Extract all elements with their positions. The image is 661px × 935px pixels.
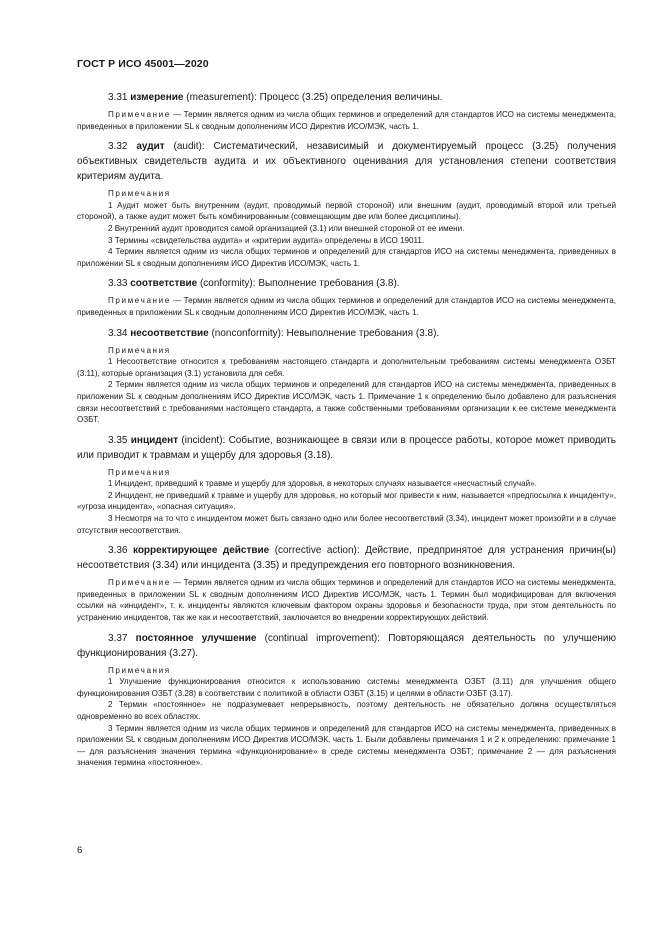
note-3-33 xyxy=(77,295,616,318)
term-3-32 xyxy=(77,139,616,184)
term-3-37 xyxy=(77,631,616,661)
note-label: Примечание xyxy=(108,296,171,306)
note-item: 2 Термин «постоянное» не подразумевает непрерывность, поэтому деятельность не обязательно должна осуществляться одновременно во всех областях. xyxy=(77,700,616,721)
document-header: ГОСТ Р ИСО 45001—2020 xyxy=(77,58,209,70)
term-name: инцидент xyxy=(130,434,179,446)
term-definition: (audit): Систематический, независимый и документируемый процесс (3.25) получения объективных свидетельств аудита и их объективного оценивания для установления степени соответствия критериям аудита. xyxy=(77,141,616,183)
note-item: 2 Внутренний аудит проводится самой организацией (3.1) или внешней стороной от ее имени. xyxy=(108,223,465,233)
term-definition: (conformity): Выполнение требования (3.8). xyxy=(197,278,400,290)
term-number: 3.33 xyxy=(108,278,128,290)
note-item: 2 Термин является одним из числа общих терминов и определений для стандартов ИСО на системы менеджмента, приведенных в приложении SL к сводным дополнениям ИСО Директив ИСО/МЭК, часть 1. Примечание 1 к определению было добавлено для разъяснения связи несоответствий с требованиями настоящего стандарта, а также собственными требованиями организации к ее системе менеджмента ОЗБТ. xyxy=(77,380,616,425)
note-label: Примечание xyxy=(108,578,171,588)
note-text: — Термин является одним из числа общих терминов и определений для стандартов ИСО на системы менеджмента, приведенных в приложении SL к сводным дополнениям ИСО Директив ИСО/МЭК, часть 1. xyxy=(77,110,616,131)
note-item: 1 Несоответствие относится к требованиям настоящего стандарта и дополнительным требованиям системы менеджмента ОЗБТ (3.11), которые организация (3.1) установила для себя. xyxy=(77,357,616,378)
page-number: 6 xyxy=(77,845,83,856)
term-definition: (nonconformity): Невыполнение требования (3.8). xyxy=(208,327,440,339)
note-text: — Термин является одним из числа общих терминов и определений для стандартов ИСО на системы менеджмента, приведенных в приложении SL к сводным дополнениям ИСО Директив ИСО/МЭК, часть 1. xyxy=(77,296,616,317)
notes-heading: Примечания xyxy=(108,345,171,355)
term-definition: (continual improvement): Повторяющаяся деятельность по улучшению функционирования (3.27). xyxy=(77,632,616,659)
term-number: 3.37 xyxy=(108,632,128,644)
term-name: постоянное улучшение xyxy=(135,632,257,644)
note-item: 1 Улучшение функционирования относится к использованию системы менеджмента ОЗБТ (3.11) для улучшения общего функционирования ОЗБТ (3.28) в соответствии с политикой в области ОЗБТ (3.15) и целями в области ОЗБТ (3.17). xyxy=(77,677,616,698)
note-text: — Термин является одним из числа общих терминов и определений для стандартов ИСО на системы менеджмента, приведенных в приложении SL к сводным дополнениям ИСО Директив ИСО/МЭК, часть 1. Термин был модифицирован для включения ссылки на «инцидент», т. к. инциденты являются ключевым фактором охраны здоровья и безопасности труда, при этом деятельность по устранению инцидентов, так же как и несоответствий, заключается во внедрении корректирующих действий. xyxy=(77,578,616,623)
term-3-33 xyxy=(77,276,616,291)
term-number: 3.35 xyxy=(108,434,128,446)
term-3-31 xyxy=(77,90,616,105)
note-item: 1 Аудит может быть внутренним (аудит, проводимый первой стороной) или внешним (аудит, проводимый второй или третьей стороной), а также аудит может быть комбинированным (совмещающим две или более дисциплины). xyxy=(77,200,616,222)
term-name: аудит xyxy=(136,141,165,153)
term-definition: (incident): Событие, возникающее в связи или в процессе работы, которое может приводить или приводит к травмам и ущербу для здоровья (3.18). xyxy=(77,434,616,461)
document-content xyxy=(77,90,616,769)
note-item: 4 Термин является одним из числа общих терминов и определений для стандартов ИСО на системы менеджмента, приведенных в приложении SL к сводным дополнениям ИСО Директив ИСО/МЭК, часть 1. xyxy=(77,247,616,268)
notes-heading: Примечания xyxy=(108,189,171,199)
term-name: корректирующее действие xyxy=(132,545,270,557)
note-item: 3 Термин является одним из числа общих терминов и определений для стандартов ИСО на системы менеджмента, приведенных в приложении SL к сводным дополнениям ИСО Директив ИСО/МЭК, часть 1. Были добавлены примечания 1 и 2 к определению: примечание 1 — для разъяснения значения термина «функционирование» в среде системы менеджмента ОЗБТ; примечание 2 — для разъяснения значения термина «постоянное». xyxy=(77,723,616,768)
term-name: соответствие xyxy=(130,278,198,290)
note-3-31 xyxy=(77,109,616,132)
notes-heading: Примечания xyxy=(108,467,171,477)
term-3-36 xyxy=(77,543,616,573)
term-3-34 xyxy=(77,326,616,341)
term-definition: (corrective action): Действие, предпринятое для устранения причин(ы) несоответствия (3.34) или инцидента (3.35) и предупреждения его повторного возникновения. xyxy=(77,545,616,572)
note-item: 3 Термины «свидетельства аудита» и «критерии аудита» определены в ИСО 19011. xyxy=(108,235,425,245)
term-number: 3.36 xyxy=(108,545,128,557)
notes-heading: Примечания xyxy=(108,665,171,675)
note-item: 1 Инцидент, приведший к травме и ущербу для здоровья, в некоторых случаях называется «несчастный случай». xyxy=(108,479,537,489)
note-3-36 xyxy=(77,577,616,623)
term-definition: (measurement): Процесс (3.25) определения величины. xyxy=(183,92,443,103)
term-number: 3.34 xyxy=(108,327,128,339)
note-item: 3 Несмотря на то что с инцидентом может быть связано одно или более несоответствий (3.34), инцидент может произойти и в случае отсутствия несоответствия. xyxy=(77,514,616,535)
term-name: несоответствие xyxy=(130,327,209,339)
term-3-35 xyxy=(77,433,616,463)
term-number: 3.31 xyxy=(108,92,128,103)
note-label: Примечание xyxy=(108,110,171,119)
term-number: 3.32 xyxy=(108,141,128,153)
term-name: измерение xyxy=(130,92,184,103)
note-item: 2 Инцидент, не приведший к травме и ущербу для здоровья, но который мог привести к ним, называется «предпосылка к инциденту», «угроза инцидента», «опасная ситуация». xyxy=(77,490,616,512)
